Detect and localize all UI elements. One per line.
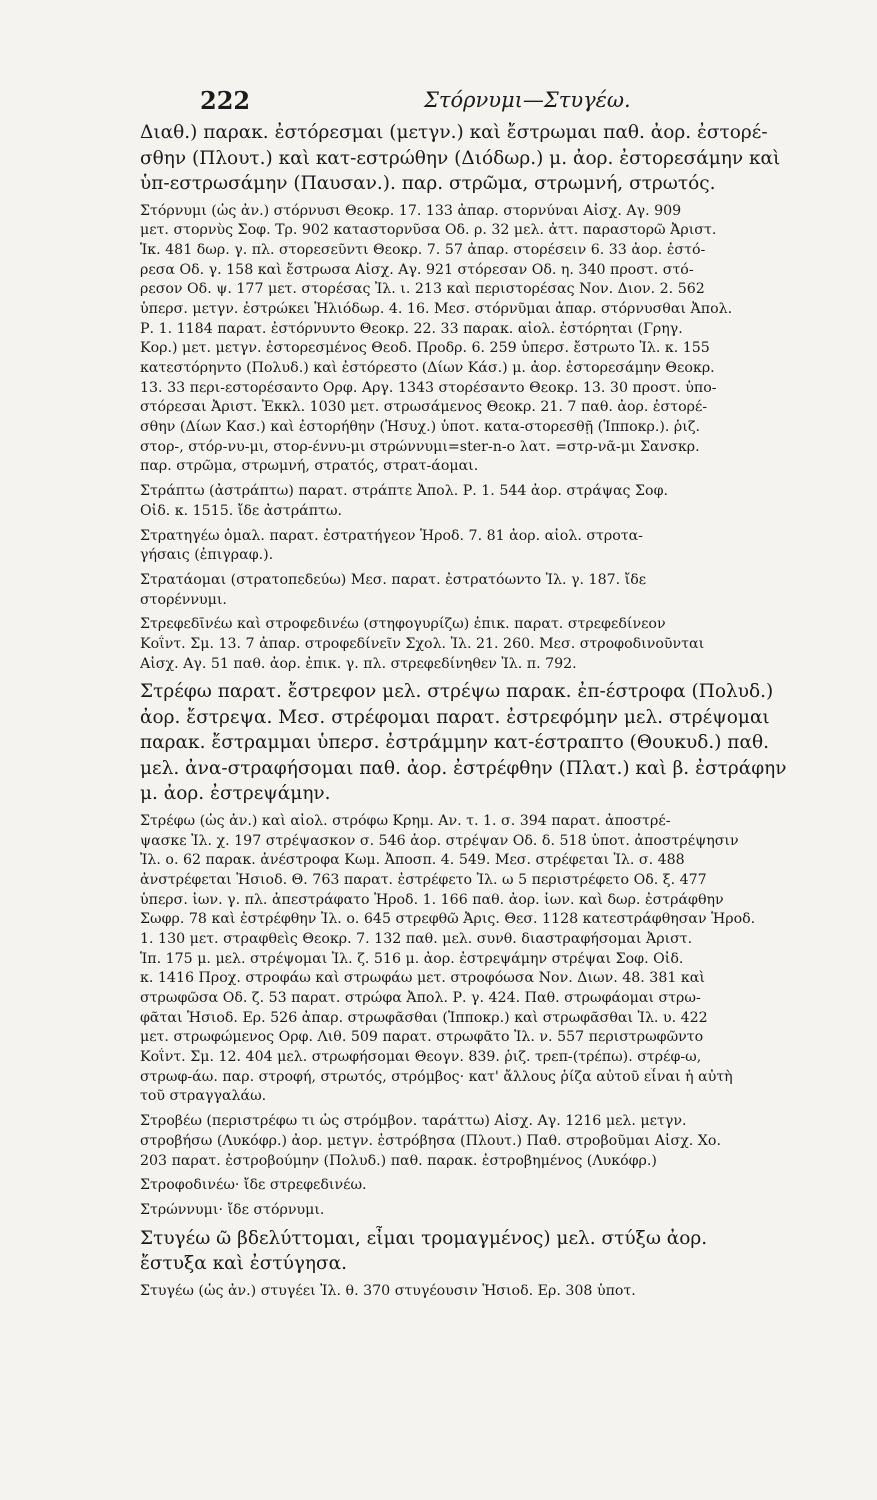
text-line: Ἱπ. 175 μ. μελ. στρέψομαι Ἰλ. ζ. 516 μ. ἀορ. ἐστρεψάμην στρέψαι Σοφ. Οἰδ. — [140, 950, 684, 967]
text-line: ρεσον Οδ. ψ. 177 μετ. στορέσας Ἰλ. ι. 213 καὶ περιστορέσας Νον. Διον. 2. 562 — [140, 281, 705, 298]
text-line: Στρέφω παρατ. ἔστρεφον μελ. στρέψω παρακ. ἐπ-έστροφα (Πολυδ.) — [140, 681, 774, 703]
text-line: σθην (Πλουτ.) καὶ κατ-εστρώθην (Διόδωρ.) μ. ἀορ. ἐστορεσάμην καὶ — [140, 147, 781, 169]
text-line: 203 παρατ. ἐστροβούμην (Πολυδ.) παθ. παρακ. ἐστροβημένος (Λυκόφρ.) — [140, 1152, 657, 1169]
text-line: παρ. στρῶμα, στρωμνή, στρατός, στρατ-άομαι. — [140, 458, 479, 475]
text-line: Κοΐντ. Σμ. 13. 7 ἀπαρ. στροφεδίνεῖν Σχολ. Ἰλ. 21. 260. Μεσ. στροφοδινοῦνται — [140, 635, 705, 652]
text-line: σθην (Δίων Κασ.) καὶ ἐστορήθην (Ἡσυχ.) ὑποτ. κατα-στορεσθῇ (Ἱπποκρ.). ῥιζ. — [140, 419, 701, 436]
text-line: Στυγέω ῶ βδελύττομαι, εἶμαι τρομαγμένος) μελ. στύξω ἀορ. — [140, 1227, 708, 1249]
text-line: ψασκε Ἰλ. χ. 197 στρέψασκον σ. 546 ἀορ. στρέψαν Οδ. δ. 518 ὑποτ. ἀποστρέψησιν — [140, 832, 739, 849]
text-line: μετ. στρωφώμενος Ορφ. Λιθ. 509 παρατ. στρωφᾶτο Ἰλ. ν. 557 περιστρωφῶντο — [140, 1029, 704, 1046]
text-line: στρωφῶσα Οδ. ζ. 53 παρατ. στρώφα Ἀπολ. Ρ. γ. 424. Παθ. στρωφάομαι στρω- — [140, 990, 701, 1006]
text-line: ὑπ-εστρωσάμην (Παυσαν.). παρ. στρῶμα, στρωμνή, στρωτός. — [140, 173, 716, 194]
page-body — [140, 120, 852, 1301]
text-line: ρεσα Οδ. γ. 158 καὶ ἔστρωσα Αἰσχ. Αγ. 921 στόρεσαν Οδ. η. 340 προστ. στό- — [140, 261, 694, 278]
text-line: Διαθ.) παρακ. ἐστόρεσμαι (μετγν.) καὶ ἔστρωμαι παθ. ἀορ. ἐστορέ- — [140, 122, 768, 143]
text-line: 1. 130 μετ. στραφθεὶς Θεοκρ. 7. 132 παθ. μελ. συνθ. διαστραφήσομαι Ἀριστ. — [140, 930, 693, 947]
page-header — [200, 86, 660, 120]
text-line: στορ-, στόρ-νυ-μι, στορ-έννυ-μι στρώννυμι=ster-n-o λατ. =στρ-νᾶ-μι Σανσκρ. — [140, 438, 700, 455]
text-line: μετ. στορνὺς Σοφ. Τρ. 902 καταστορνῦσα Οδ. ρ. 32 μελ. ἀττ. παραστορῶ Ἀριστ. — [140, 222, 717, 239]
text-line: φᾶται Ἡσιοδ. Ερ. 526 ἀπαρ. στρωφᾶσθαι (Ἱπποκρ.) καὶ στρωφᾶσθαι Ἰλ. υ. 422 — [140, 1009, 708, 1026]
text-line: ὑπερσ. μετγν. ἐστρώκει Ἡλιόδωρ. 4. 16. Μεσ. στόρνῦμαι ἀπαρ. στόρνυσθαι Ἀπολ. — [140, 300, 733, 317]
running-head: Στόρνυμι—Στυγέω. — [424, 88, 631, 112]
text-line: γήσαις (ἐπιγραφ.). — [140, 547, 274, 564]
text-line: στορέννυμι. — [140, 591, 227, 608]
text-line: στρωφ-άω. παρ. στροφή, στρωτός, στρόμβος· κατ' ἄλλους ῥίζα αὐτοῦ εἶναι ἡ αὐτὴ — [140, 1068, 733, 1085]
text-line: Κορ.) μετ. μετγν. ἐστορεσμένος Θεοδ. Προδρ. 6. 259 ὑπερσ. ἔστρωτο Ἰλ. κ. 155 — [140, 340, 710, 357]
text-line: Στυγέω (ὡς ἀν.) στυγέει Ἰλ. θ. 370 στυγέουσιν Ἡσιοδ. Ερ. 308 ὑποτ. — [140, 1282, 636, 1299]
text-line: ἀνστρέφεται Ἡσιοδ. Θ. 763 παρατ. ἐστρέφετο Ἰλ. ω 5 περιστρέφετο Οδ. ξ. 477 — [140, 871, 707, 888]
text-line: στροβήσω (Λυκόφρ.) ἀορ. μετγν. ἐστρόβησα (Πλουτ.) Παθ. στροβοῦμαι Αἰσχ. Χο. — [140, 1132, 721, 1149]
text-line: Κοΐντ. Σμ. 12. 404 μελ. στρωφήσομαι Θεογν. 839. ῥιζ. τρεπ-(τρέπω). στρέφ-ω, — [140, 1049, 702, 1066]
text-line: κ. 1416 Προχ. στροφάω καὶ στρωφάω μετ. στροφόωσα Νον. Διων. 48. 381 καὶ — [140, 970, 705, 987]
text-line: Αἰσχ. Αγ. 51 παθ. ἀορ. ἐπικ. γ. πλ. στρεφεδίνηθεν Ἰλ. π. 792. — [140, 655, 577, 672]
text-line: κατεστόρηντο (Πολυδ.) καὶ ἐστόρεστο (Δίων Κάσ.) μ. ἀορ. ἐστορεσάμην Θεοκρ. — [140, 360, 715, 376]
text-line: Στρέφω (ὡς ἀν.) καὶ αἰολ. στρόφω Κρημ. Αν. τ. 1. σ. 394 παρατ. ἀποστρέ- — [140, 812, 671, 829]
text-line: Στρατάομαι (στρατοπεδεύω) Μεσ. παρατ. ἐστρατόωντο Ἰλ. γ. 187. ἴδε — [140, 571, 647, 588]
text-line: τοῦ στραγγαλάω. — [140, 1088, 267, 1105]
page-number: 222 — [200, 86, 251, 115]
text-line: μ. ἀορ. ἐστρεψάμην. — [140, 783, 331, 805]
text-line: Στρώννυμι· ἴδε στόρνυμι. — [140, 1201, 325, 1218]
text-line: Στόρνυμι (ὡς ἀν.) στόρνυσι Θεοκρ. 17. 133 ἀπαρ. στορνύναι Αἰσχ. Αγ. 909 — [140, 202, 682, 219]
text-line: ἔστυξα καὶ ἐστύγησα. — [140, 1253, 347, 1275]
text-line: Στρατηγέω ὁμαλ. παρατ. ἐστρατήγεον Ἡροδ. 7. 81 ἀορ. αἰολ. στροτα- — [140, 527, 643, 544]
text-line: Ἰλ. ο. 62 παρακ. ἀνέστροφα Κωμ. Ἀποσπ. 4. 549. Μεσ. στρέφεται Ἰλ. σ. 488 — [140, 852, 685, 869]
text-line: Στράπτω (ἀστράπτω) παρατ. στράπτε Ἀπολ. Ρ. 1. 544 ἀορ. στράψας Σοφ. — [140, 483, 669, 500]
text-line: Σωφρ. 78 καὶ ἐστρέφθην Ἰλ. ο. 645 στρεφθῶ Ἀρις. Θεσ. 1128 κατεστράφθησαν Ἡροδ. — [140, 911, 756, 928]
text-line: παρακ. ἔστραμμαι ὑπερσ. ἐστράμμην κατ-έστραπτο (Θουκυδ.) παθ. — [140, 732, 769, 754]
text-line: Ρ. 1. 1184 παρατ. ἐστόρνυντο Θεοκρ. 22. 33 παρακ. αἰολ. ἐστόρηται (Γρηγ. — [140, 320, 683, 337]
text-line: Στροβέω (περιστρέφω τι ὡς στρόμβον. ταράττω) Αἰσχ. Αγ. 1216 μελ. μετγν. — [140, 1113, 687, 1130]
text-line: στόρεσαι Ἀριστ. Ἐκκλ. 1030 μετ. στρωσάμενος Θεοκρ. 21. 7 παθ. ἀορ. ἐστορέ- — [140, 399, 708, 416]
text-line: Στροφοδινέω· ἴδε στρεφεδινέω. — [140, 1177, 367, 1194]
text-line: ὑπερσ. ἰων. γ. πλ. ἀπεστράφατο Ἡροδ. 1. 166 παθ. ἀορ. ἰων. καὶ δωρ. ἐστράφθην — [140, 891, 724, 908]
text-line: Οἰδ. κ. 1515. ἴδε ἀστράπτω. — [140, 502, 343, 519]
text-line: Στρεφεδῑνέω καὶ στροφεδινέω (στηφογυρίζω) ἐπικ. παρατ. στρεφεδίνεον — [140, 616, 666, 633]
text-line: Ἱκ. 481 δωρ. γ. πλ. στορεσεῦντι Θεοκρ. 7. 57 ἀπαρ. στορέσειν 6. 33 ἀορ. ἐστό- — [140, 241, 706, 258]
text-line: ἀορ. ἔστρεψα. Μεσ. στρέφομαι παρατ. ἐστρεφόμην μελ. στρέψομαι — [140, 706, 770, 728]
text-line: μελ. ἀνα-στραφήσομαι παθ. ἀορ. ἐστρέφθην (Πλατ.) καὶ β. ἐστράφην — [140, 757, 787, 779]
text-line: 13. 33 περι-εστορέσαντο Ορφ. Αργ. 1343 στορέσαντο Θεοκρ. 13. 30 προστ. ὑπο- — [140, 379, 717, 396]
